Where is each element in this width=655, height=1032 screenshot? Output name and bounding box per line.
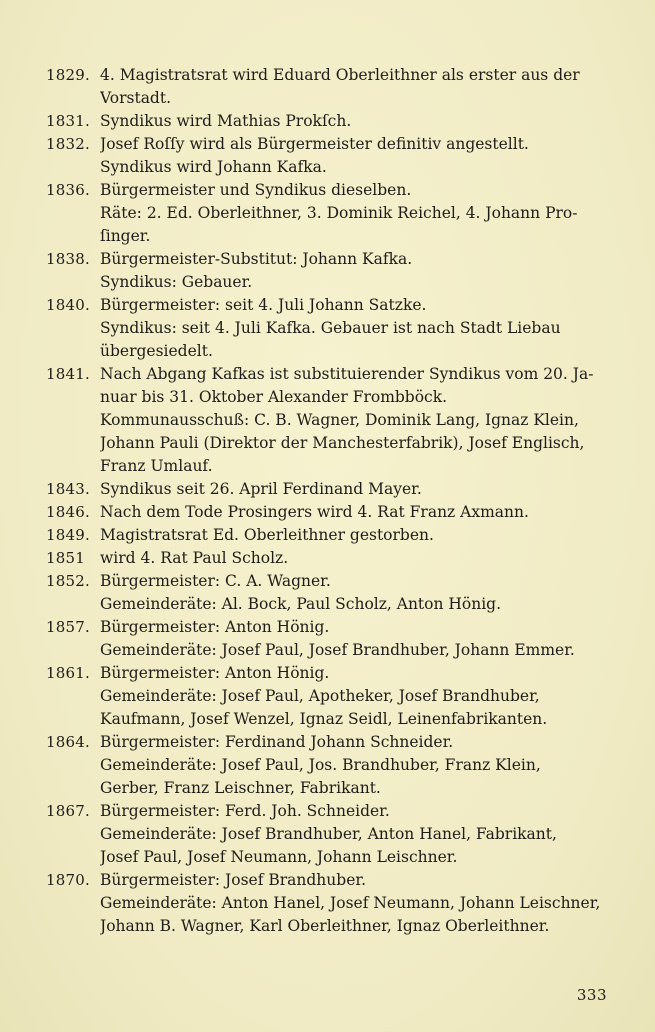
entry-text (100, 570, 616, 616)
entry-year: 1846. (46, 503, 90, 521)
entry-line: Bürgermeister: Ferdinand Johann Schneider. (100, 733, 454, 751)
chronicle-entry (46, 616, 616, 662)
entry-year: 1843. (46, 480, 90, 498)
entry-line: Gemeinderäte: Josef Paul, Jos. Brandhuber, Franz Klein, (100, 756, 541, 774)
entry-line: Gemeinderäte: Josef Paul, Josef Brandhuber, Johann Emmer. (100, 641, 575, 659)
entry-text (100, 248, 616, 294)
entry-year: 1857. (46, 618, 90, 636)
entry-line: Bürgermeister: Anton Hönig. (100, 618, 330, 636)
entry-text (100, 800, 616, 869)
entry-line: Gemeinderäte: Josef Paul, Apotheker, Josef Brandhuber, (100, 687, 540, 705)
entry-text (100, 501, 616, 524)
entry-line: Vorstadt. (100, 89, 172, 107)
entry-text (100, 64, 616, 110)
page-number: 333 (576, 986, 607, 1004)
entry-text (100, 662, 616, 731)
entry-text (100, 294, 616, 363)
entry-line: Syndikus wird Johann Kafka. (100, 158, 327, 176)
entry-year: 1841. (46, 365, 90, 383)
entry-year: 1864. (46, 733, 90, 751)
entry-line: Gemeinderäte: Josef Brandhuber, Anton Hanel, Fabrikant, (100, 825, 557, 843)
entry-line: Magistratsrat Ed. Oberleithner gestorben. (100, 526, 434, 544)
entry-text (100, 179, 616, 248)
chronicle-entry (46, 133, 616, 179)
entry-text (100, 133, 616, 179)
chronicle-entry (46, 800, 616, 869)
entry-line: Kaufmann, Josef Wenzel, Ignaz Seidl, Leinenfabrikanten. (100, 710, 548, 728)
entry-year: 1831. (46, 112, 90, 130)
entry-year: 1836. (46, 181, 90, 199)
entry-text (100, 869, 616, 938)
entry-line: wird 4. Rat Paul Scholz. (100, 549, 289, 567)
chronicle-entry (46, 547, 616, 570)
entry-line: Gemeinderäte: Anton Hanel, Josef Neumann, Johann Leischner, (100, 894, 601, 912)
entry-text (100, 616, 616, 662)
entry-line: ſinger. (100, 227, 151, 245)
chronicle-entry (46, 731, 616, 800)
entry-line: Räte: 2. Ed. Oberleithner, 3. Dominik Reichel, 4. Johann Pro- (100, 204, 578, 222)
entry-year: 1838. (46, 250, 90, 268)
entry-line: Bürgermeister: Ferd. Joh. Schneider. (100, 802, 390, 820)
entry-line: Bürgermeister: Anton Hönig. (100, 664, 330, 682)
chronicle-entries (46, 64, 616, 938)
entry-text (100, 524, 616, 547)
entry-line: Bürgermeister-Substitut: Johann Kafka. (100, 250, 413, 268)
chronicle-entry (46, 179, 616, 248)
entry-text (100, 547, 616, 570)
entry-line: Franz Umlauf. (100, 457, 213, 475)
chronicle-entry (46, 64, 616, 110)
entry-year: 1867. (46, 802, 90, 820)
chronicle-entry (46, 501, 616, 524)
chronicle-entry (46, 294, 616, 363)
entry-line: 4. Magistratsrat wird Eduard Oberleithner als erster aus der (100, 66, 580, 84)
entry-year: 1832. (46, 135, 90, 153)
chronicle-entry (46, 570, 616, 616)
entry-line: Nach dem Tode Prosingers wird 4. Rat Franz Axmann. (100, 503, 529, 521)
entry-line: Johann B. Wagner, Karl Oberleithner, Ignaz Oberleithner. (100, 917, 550, 935)
entry-line: Josef Roſſy wird als Bürgermeister definitiv angestellt. (100, 135, 529, 153)
entry-line: Nach Abgang Kafkas ist substituierender Syndikus vom 20. Ja- (100, 365, 594, 383)
entry-line: Syndikus: seit 4. Juli Kafka. Gebauer ist nach Stadt Liebau (100, 319, 561, 337)
chronicle-entry (46, 478, 616, 501)
entry-line: Josef Paul, Josef Neumann, Johann Leischner. (100, 848, 458, 866)
chronicle-entry (46, 662, 616, 731)
entry-year: 1840. (46, 296, 90, 314)
entry-year: 1829. (46, 66, 90, 84)
chronicle-entry (46, 110, 616, 133)
chronicle-entry (46, 869, 616, 938)
entry-line: Kommunausschuß: C. B. Wagner, Dominik Lang, Ignaz Klein, (100, 411, 579, 429)
entry-year: 1852. (46, 572, 90, 590)
entry-text (100, 731, 616, 800)
entry-line: Bürgermeister: Josef Brandhuber. (100, 871, 367, 889)
entry-year: 1870. (46, 871, 90, 889)
entry-year: 1861. (46, 664, 90, 682)
entry-line: Johann Pauli (Direktor der Manchesterfabrik), Josef Englisch, (100, 434, 585, 452)
entry-line: nuar bis 31. Oktober Alexander Frombböck. (100, 388, 448, 406)
entry-text (100, 110, 616, 133)
entry-line: Bürgermeister und Syndikus dieselben. (100, 181, 412, 199)
chronicle-entry (46, 524, 616, 547)
entry-line: Bürgermeister: seit 4. Juli Johann Satzke. (100, 296, 427, 314)
entry-year: 1849. (46, 526, 90, 544)
entry-line: Syndikus wird Mathias Prokſch. (100, 112, 352, 130)
entry-line: Syndikus seit 26. April Ferdinand Mayer. (100, 480, 422, 498)
entry-text (100, 363, 616, 478)
entry-line: Gemeinderäte: Al. Bock, Paul Scholz, Anton Hönig. (100, 595, 502, 613)
entry-line: Syndikus: Gebauer. (100, 273, 253, 291)
chronicle-entry (46, 248, 616, 294)
entry-year: 1851 (46, 549, 85, 567)
entry-line: Gerber, Franz Leischner, Fabrikant. (100, 779, 381, 797)
entry-line: Bürgermeister: C. A. Wagner. (100, 572, 331, 590)
entry-text (100, 478, 616, 501)
entry-line: übergesiedelt. (100, 342, 213, 360)
chronicle-entry (46, 363, 616, 478)
